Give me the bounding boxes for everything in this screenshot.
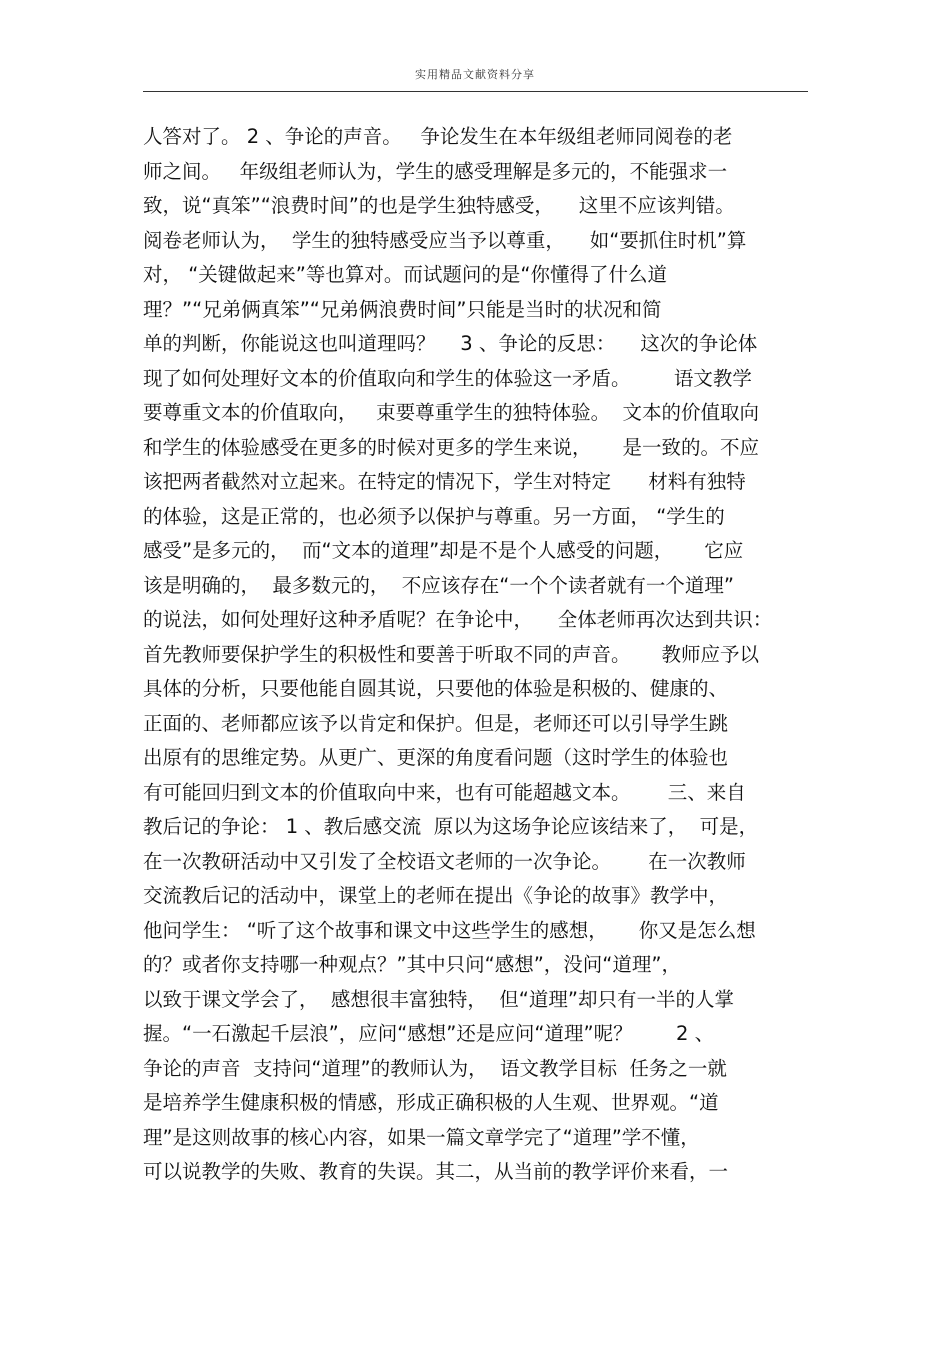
body-line: 单的判断，你能说这也叫道理吗？ 3 、争论的反思： 这次的争论体 bbox=[143, 332, 758, 355]
body-line: 阅卷老师认为， 学生的独特感受应当予以尊重， 如“要抓住时机”算 bbox=[143, 228, 747, 252]
body-line: 具体的分析，只要他能自圆其说，只要他的体验是积极的、健康的、 bbox=[143, 677, 729, 700]
body-line: 感受”是多元的， 而“文本的道理”却是不是个人感受的问题， 它应 bbox=[143, 539, 744, 562]
body-line: 有可能回归到文本的价值取向中来，也有可能超越文本。 三、来自 bbox=[143, 780, 746, 804]
body-line: 首先教师要保护学生的积极性和要善于听取不同的声音。 教师应予以 bbox=[143, 642, 759, 666]
body-line: 的说法，如何处理好这种矛盾呢？在争论中， 全体老师再次达到共识： bbox=[143, 608, 773, 631]
page-header: 实用精品文献资料分享 bbox=[415, 68, 535, 81]
body-line: 致，说“真笨”“浪费时间”的也是学生独特感受， 这里不应该判错。 bbox=[143, 194, 735, 217]
body-line: 的体验，这是正常的，也必须予以保护与尊重。另一方面， “学生的 bbox=[143, 504, 725, 528]
body-line: 该是明确的， 最多数元的， 不应该存在“一个个读者就有一个道理” bbox=[143, 573, 734, 597]
body-line: 对， “关键做起来”等也算对。而试题问的是“你懂得了什么道 bbox=[143, 263, 668, 286]
body-line: 和学生的体验感受在更多的时候对更多的学生来说， 是一致的。不应 bbox=[143, 435, 759, 459]
body-line: 握。“一石激起千层浪”，应问“感想”还是应问“道理”呢？ 2 、 bbox=[143, 1022, 715, 1045]
body-line: 的？或者你支持哪一种观点？”其中只问“感想”，没问“道理”， bbox=[143, 953, 682, 976]
body-text bbox=[143, 120, 823, 1190]
body-line: 是培养学生健康积极的情感，形成正确积极的人生观、世界观。“道 bbox=[143, 1091, 719, 1114]
body-line: 在一次教研活动中又引发了全校语文老师的一次争论。 在一次教师 bbox=[143, 849, 746, 873]
body-line: 他问学生： “听了这个故事和课文中这些学生的感想， 你又是怎么想 bbox=[143, 918, 756, 942]
body-line: 正面的、老师都应该予以肯定和保护。但是，老师还可以引导学生跳 bbox=[143, 711, 729, 735]
body-line: 现了如何处理好文本的价值取向和学生的体验这一矛盾。 语文教学 bbox=[143, 366, 752, 390]
body-line: 理”是这则故事的核心内容，如果一篇文章学完了“道理”学不懂， bbox=[143, 1125, 700, 1149]
body-line: 争论的声音 支持问“道理”的教师认为， 语文教学目标 任务之一就 bbox=[143, 1056, 727, 1080]
body-line: 以致于课文学会了， 感想很丰富独特， 但“道理”却只有一半的人掌 bbox=[143, 987, 734, 1011]
body-line: 可以说教学的失败、教育的失误。其二，从当前的教学评价来看，一 bbox=[143, 1160, 729, 1183]
body-line: 该把两者截然对立起来。在特定的情况下，学生对特定 材料有独特 bbox=[143, 470, 746, 493]
body-line: 人答对了。 2 、争论的声音。 争论发生在本年级组老师同阅卷的老 bbox=[143, 125, 733, 148]
header-divider bbox=[143, 91, 808, 92]
body-line: 出原有的思维定势。从更广、更深的角度看问题（这时学生的体验也 bbox=[143, 746, 729, 769]
body-line: 理？”“兄弟俩真笨”“兄弟俩浪费时间”只能是当时的状况和简 bbox=[143, 297, 662, 321]
body-line: 师之间。 年级组老师认为，学生的感受理解是多元的，不能强求一 bbox=[143, 159, 728, 183]
body-line: 交流教后记的活动中，课堂上的老师在提出《争论的故事》教学中， bbox=[143, 884, 729, 907]
body-line: 教后记的争论： 1 、教后感交流 原以为这场争论应该结来了， 可是， bbox=[143, 815, 759, 838]
body-line: 要尊重文本的价值取向， 束要尊重学生的独特体验。 文本的价值取向 bbox=[143, 401, 759, 424]
